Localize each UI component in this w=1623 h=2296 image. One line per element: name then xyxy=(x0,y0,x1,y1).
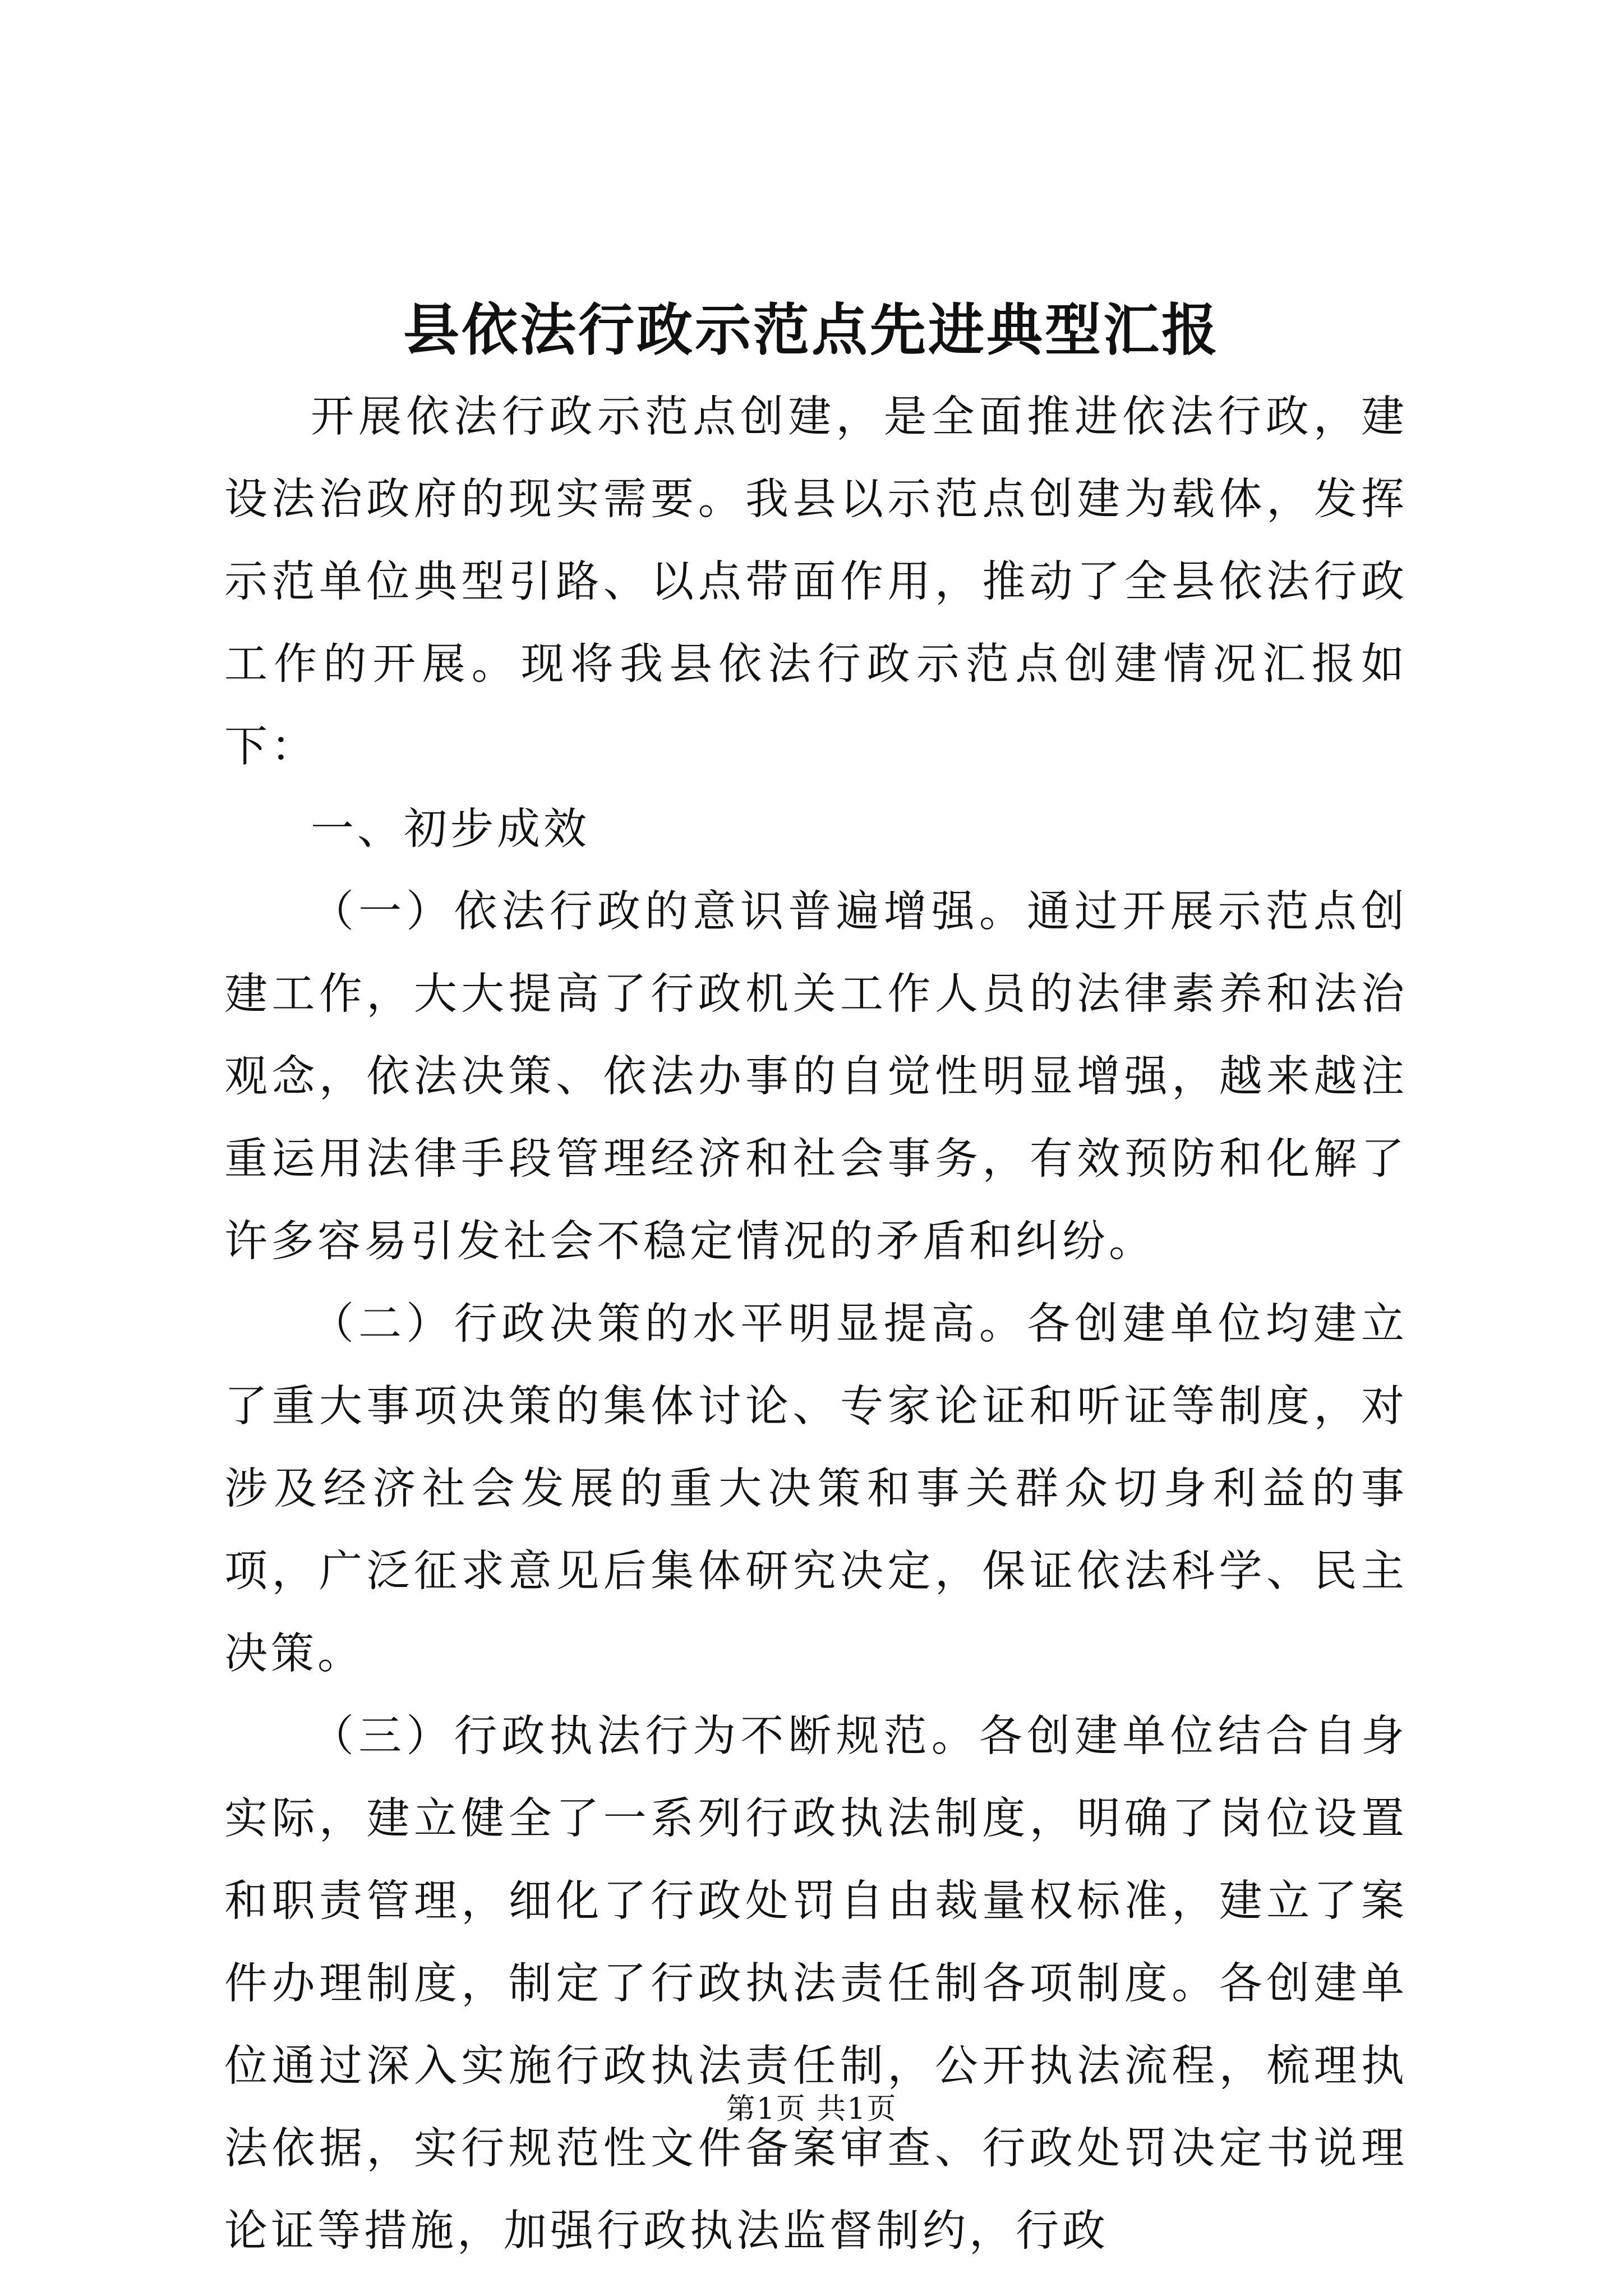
paragraph-law-enforcement: （三）行政执法行为不断规范。各创建单位结合自身实际，建立健全了一系列行政执法制度，明确了岗位设置和职责管理，细化了行政处罚自由裁量权标准，建立了案件办理制度，制定了行政执法责任制各项制度。各创建单位通过深入实施行政执法责任制，公开执法流程，梳理执法依据，实行规范性文件备案审查、行政处罚决定书说理论证等措施，加强行政执法监督制约，行政 xyxy=(224,1711,1408,2256)
intro-paragraph: 开展依法行政示范点创建，是全面推进依法行政，建设法治政府的现实需要。我县以示范点创建为载体，发挥示范单位典型引路、以点带面作用，推动了全县依法行政工作的开展。现将我县依法行政示范点创建情况汇报如下： xyxy=(224,392,1408,772)
page-footer: 第1页 共1页 xyxy=(726,2092,897,2126)
section-heading-results: 一、初步成效 xyxy=(311,804,590,854)
paragraph-awareness: （一）依法行政的意识普遍增强。通过开展示范点创建工作，大大提高了行政机关工作人员的法律素养和法治观念，依法决策、依法办事的自觉性明显增强，越来越注重运用法律手段管理经济和社会事务，有效预防和化解了许多容易引发社会不稳定情况的矛盾和纠纷。 xyxy=(224,887,1408,1267)
document-title: 县依法行政示范点先进典型汇报 xyxy=(403,297,1220,363)
paragraph-decision-making: （二）行政决策的水平明显提高。各创建单位均建立了重大事项决策的集体讨论、专家论证和听证等制度，对涉及经济社会发展的重大决策和事关群众切身利益的事项，广泛征求意见后集体研究决定，保证依法科学、民主决策。 xyxy=(224,1299,1408,1679)
document-body xyxy=(224,376,1408,2272)
